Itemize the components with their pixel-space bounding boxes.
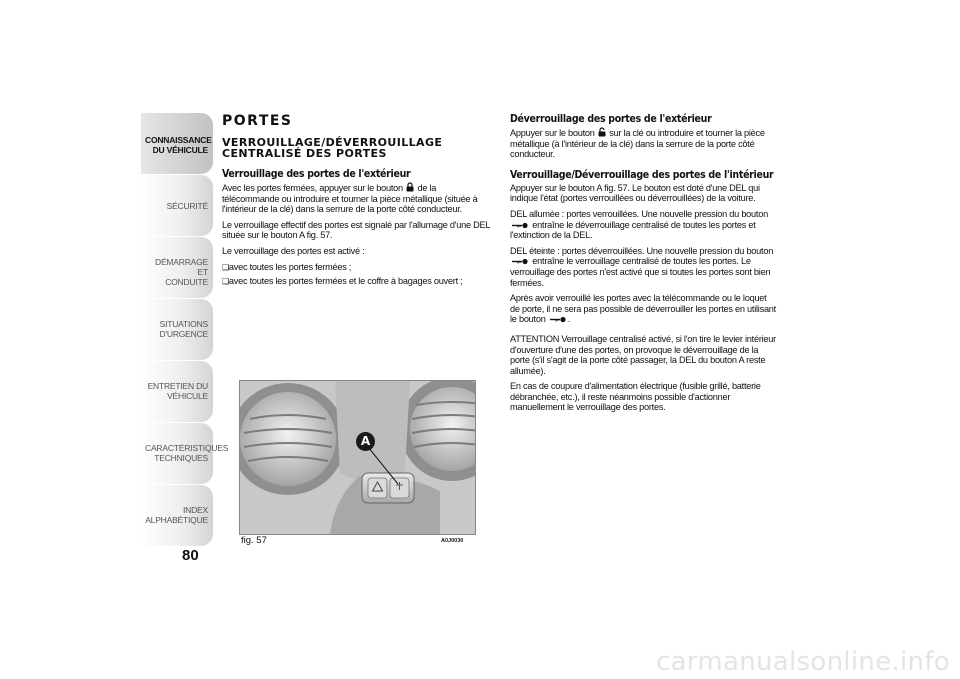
list-item: ❑ avec toutes les portes fermées et le coffre à bagages ouvert ; [222, 276, 490, 288]
tab-situations-d-urgence[interactable] [141, 299, 213, 360]
text: entraîne le verrouillage centralisé de toutes les portes. Le verrouillage des portes n'est activé que si toutes les portes sont bien fermées. [510, 256, 771, 288]
key-icon [549, 316, 567, 323]
lock-icon [406, 182, 414, 192]
tab-label: CARACTÉRISTIQUES TECHNIQUES [145, 443, 229, 463]
tab-demarrage-et-conduite[interactable] [141, 237, 213, 298]
paragraph-power-cut: En cas de coupure d'alimentation électrique (fusible grillé, batterie débranchée, etc.), il reste néanmoins possible d'actionner manuellement le verrouillage des portes. [510, 381, 761, 413]
figure-caption: fig. 57 [241, 535, 267, 546]
paragraph-led-signal: Le verrouillage effectif des portes est signalé par l'allumage d'une DEL située sur le bouton A fig. 57. [222, 219, 490, 241]
watermark: carmanualsonline.info [655, 647, 950, 677]
paragraph-lock-exterior [222, 182, 490, 215]
heading-lock-exterior: Verrouillage des portes de l'extérieur [222, 168, 411, 180]
section-title [222, 137, 490, 159]
paragraph-led-off [510, 246, 778, 288]
left-column [222, 113, 490, 291]
section-title-line2: CENTRALISÉ DES PORTES [222, 147, 387, 160]
right-column [510, 113, 778, 418]
figure-dashboard-button [239, 380, 476, 535]
callout-letter: A [360, 434, 371, 448]
paragraph-remote-lock [510, 293, 778, 325]
tab-label: ENTRETIEN DU VÉHICULE [147, 381, 208, 401]
text: sur la clé ou introduire et tourner la pièce métallique (à l'intérieur de la clé) dans la serrure de la porte côté conducteur. [510, 128, 765, 160]
heading-unlock-exterior: Déverrouillage des portes de l'extérieur [510, 113, 712, 125]
key-icon [511, 222, 529, 229]
tab-index-alphabetique[interactable] [141, 485, 213, 546]
heading-lock-interior: Verrouillage/Déverrouillage des portes de l'intérieur [510, 168, 774, 181]
paragraph-unlock-exterior [510, 127, 778, 160]
list-item: ❑ avec toutes les portes fermées ; [222, 262, 490, 274]
text: DEL allumée : portes verrouillées. Une nouvelle pression du bouton [510, 208, 768, 219]
dashboard-illustration [240, 381, 475, 534]
tab-label: SITUATIONS D'URGENCE [159, 319, 208, 339]
unlock-icon [598, 127, 606, 137]
paragraph-led-on [510, 209, 778, 241]
chapter-tabs [141, 113, 229, 547]
tab-caracteristiques-techniques[interactable] [141, 423, 229, 484]
paragraph-button-a: Appuyer sur le bouton A fig. 57. Le bouton est doté d'une DEL qui indique l'état (portes verrouillées ou déverrouillées) de la voiture. [510, 182, 760, 204]
paragraph-lock-conditions: Le verrouillage des portes est activé : [222, 245, 365, 256]
tab-label: INDEX ALPHABÉTIQUE [145, 505, 208, 525]
text: . [567, 314, 571, 325]
tab-entretien-du-vehicule[interactable] [141, 361, 213, 422]
text: entraîne le déverrouillage centralisé de toutes les portes et l'extinction de la DEL. [510, 219, 756, 241]
key-icon [511, 258, 529, 265]
callout-a [356, 432, 375, 451]
tab-label: CONNAISSANCE DU VÉHICULE [145, 135, 212, 155]
section-title-line1: VERROUILLAGE/DÉVERROUILLAGE [222, 136, 443, 149]
page-title: PORTES [222, 113, 293, 129]
tab-connaissance-du-vehicule[interactable] [141, 113, 213, 174]
text: Appuyer sur le bouton [510, 128, 597, 138]
tab-label: SÉCURITÉ [166, 201, 208, 211]
text: Après avoir verrouillé les portes avec la télécommande ou le loquet de porte, il ne sera pas possible de déverrouiller les portes en utilisant le bouton [510, 293, 776, 325]
page-number: 80 [182, 547, 199, 564]
paragraph-attention: ATTENTION Verrouillage centralisé activé, si l'on tire le levier intérieur d'ouverture d'une des portes, on provoque le déverrouillage de la porte (s'il s'agit de la porte côté passager, la DEL du bouton A reste allumée). [510, 333, 776, 376]
text: de la télécommande ou introduire et tourner la pièce métallique (située à l'intérieur de la clé) dans la serrure de la porte côté conducteur. [222, 183, 478, 215]
tab-securite[interactable] [141, 175, 213, 236]
text: Avec les portes fermées, appuyer sur le bouton [222, 183, 406, 193]
text: DEL éteinte : portes déverrouillées. Une nouvelle pression du bouton [510, 245, 774, 256]
tab-label: DÉMARRAGE ET CONDUITE [155, 257, 208, 287]
figure-code: A0J0030 [441, 538, 464, 544]
